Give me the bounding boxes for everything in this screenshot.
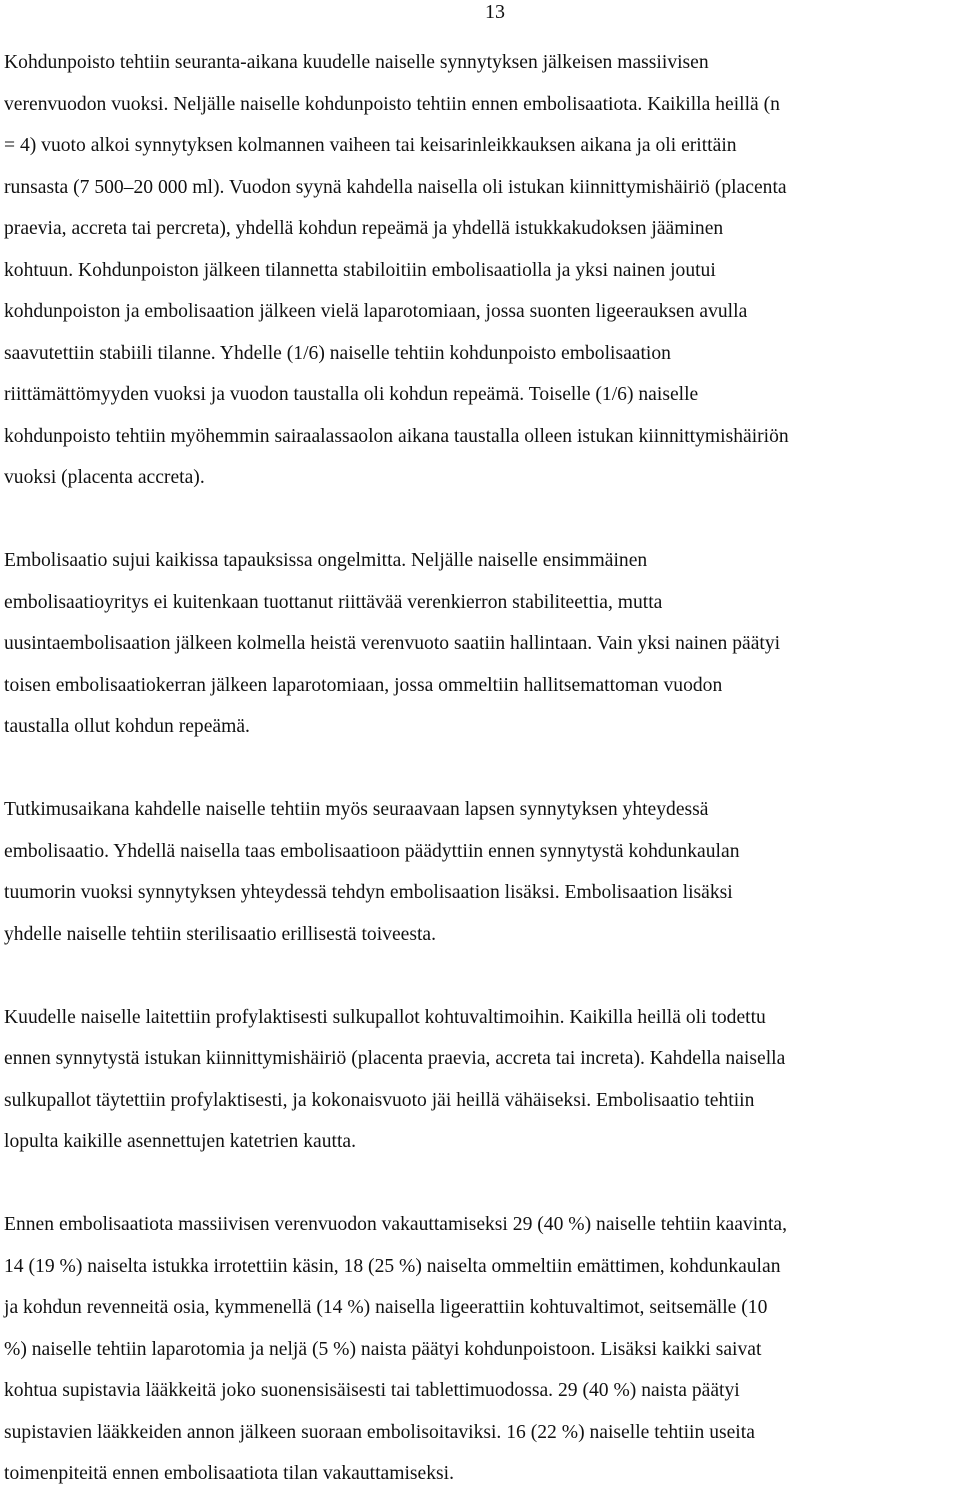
page-number: 13 (485, 1, 505, 23)
text-line: %) naiselle tehtiin laparotomia ja neljä (5 %) naista päätyi kohdunpoistoon. Lisäksi kaikki saivat (4, 1338, 762, 1360)
text-line: = 4) vuoto alkoi synnytyksen kolmannen vaiheen tai keisarinleikkauksen aikana ja oli erittäin (4, 135, 737, 156)
paragraph-hysterectomy (4, 42, 960, 499)
text-line: 14 (19 %) naiselta istukka irrotettiin käsin, 18 (25 %) naiselta ommeltiin emättimen, kohdunkaulan (4, 1255, 781, 1277)
paragraph-embolisation-outcome (4, 540, 960, 748)
text-line: lopulta kaikille asennettujen katetrien kautta. (4, 1131, 357, 1152)
paragraph-balloon-catheters (4, 997, 960, 1163)
text-line: taustalla ollut kohdun repeämä. (4, 716, 250, 737)
text-line: Embolisaatio sujui kaikissa tapauksissa ongelmitta. Neljälle naiselle ensimmäinen (4, 550, 648, 571)
paragraph-spacer (4, 1163, 960, 1205)
text-line: saavutettiin stabiili tilanne. Yhdelle (1/6) naiselle tehtiin kohdunpoisto embolisaation (4, 342, 671, 364)
text-line: kohdunpoiston ja embolisaation jälkeen vielä laparotomiaan, jossa suonten ligeerauksen avulla (4, 301, 748, 322)
text-line: Kohdunpoisto tehtiin seuranta-aikana kuudelle naiselle synnytyksen jälkeisen massiivisen (4, 52, 709, 73)
text-line: toimenpiteitä ennen embolisaatiota tilan vakauttamiseksi. (4, 1463, 454, 1484)
paragraph-prior-procedures (4, 1204, 960, 1495)
text-line: verenvuodon vuoksi. Neljälle naiselle kohdunpoisto tehtiin ennen embolisaatiota. Kaikilla heillä (n (4, 93, 780, 115)
paragraph-spacer (4, 955, 960, 997)
text-line: Kuudelle naiselle laitettiin profylaktisesti sulkupallot kohtuvaltimoihin. Kaikilla heillä oli todettu (4, 1006, 766, 1028)
text-line: Ennen embolisaatiota massiivisen verenvuodon vakauttamiseksi 29 (40 %) naiselle tehtiin kaavinta, (4, 1214, 788, 1235)
paragraph-spacer (4, 748, 960, 790)
text-line: kohdunpoisto tehtiin myöhemmin sairaalassaolon aikana taustalla olleen istukan kiinnittymishäiriön (4, 425, 789, 447)
text-line: kohtua supistavia lääkkeitä joko suonensisäisesti tai tablettimuodossa. 29 (40 %) naista päätyi (4, 1380, 740, 1401)
text-line: ja kohdun revenneitä osia, kymmenellä (14 %) naisella ligeerattiin kohtuvaltimot, seitsemälle (10 (4, 1297, 768, 1318)
text-line: toisen embolisaatiokerran jälkeen laparotomiaan, jossa ommeltiin hallitsemattoman vuodon (4, 674, 723, 696)
text-line: embolisaatioyritys ei kuitenkaan tuottanut riittävää verenkierron stabiliteettia, mutta (4, 591, 663, 613)
document-body (4, 42, 960, 1495)
paragraph-follow-up (4, 789, 960, 955)
text-line: sulkupallot täytettiin profylaktisesti, ja kokonaisvuoto jäi heillä vähäiseksi. Embolisaatio tehtiin (4, 1089, 755, 1111)
text-line: kohtuun. Kohdunpoiston jälkeen tilannetta stabiloitiin embolisaatiolla ja yksi nainen joutui (4, 259, 716, 281)
text-line: yhdelle naiselle tehtiin sterilisaatio erillisestä toiveesta. (4, 923, 437, 945)
text-line: tuumorin vuoksi synnytyksen yhteydessä tehdyn embolisaation lisäksi. Embolisaation lisäksi (4, 882, 733, 903)
text-line: praevia, accreta tai percreta), yhdellä kohdun repeämä ja yhdellä istukkakudoksen jääminen (4, 218, 724, 239)
text-line: embolisaatio. Yhdellä naisella taas embolisaatioon päädyttiin ennen synnytystä kohdunkaulan (4, 840, 740, 862)
text-line: vuoksi (placenta accreta). (4, 467, 205, 488)
text-line: supistavien lääkkeiden annon jälkeen suoraan embolisoitaviksi. 16 (22 %) naiselle tehtiin useita (4, 1421, 755, 1443)
paragraph-spacer (4, 499, 960, 541)
text-line: runsasta (7 500–20 000 ml). Vuodon syynä kahdella naisella oli istukan kiinnittymishäiriö (placenta (4, 176, 787, 198)
text-line: Tutkimusaikana kahdelle naiselle tehtiin myös seuraavaan lapsen synnytyksen yhteydessä (4, 799, 709, 820)
text-line: riittämättömyyden vuoksi ja vuodon taustalla oli kohdun repeämä. Toiselle (1/6) naiselle (4, 384, 699, 405)
text-line: uusintaembolisaation jälkeen kolmella heistä verenvuoto saatiin hallintaan. Vain yksi nainen päätyi (4, 633, 781, 654)
text-line: ennen synnytystä istukan kiinnittymishäiriö (placenta praevia, accreta tai increta). Kahdella naisella (4, 1048, 786, 1069)
